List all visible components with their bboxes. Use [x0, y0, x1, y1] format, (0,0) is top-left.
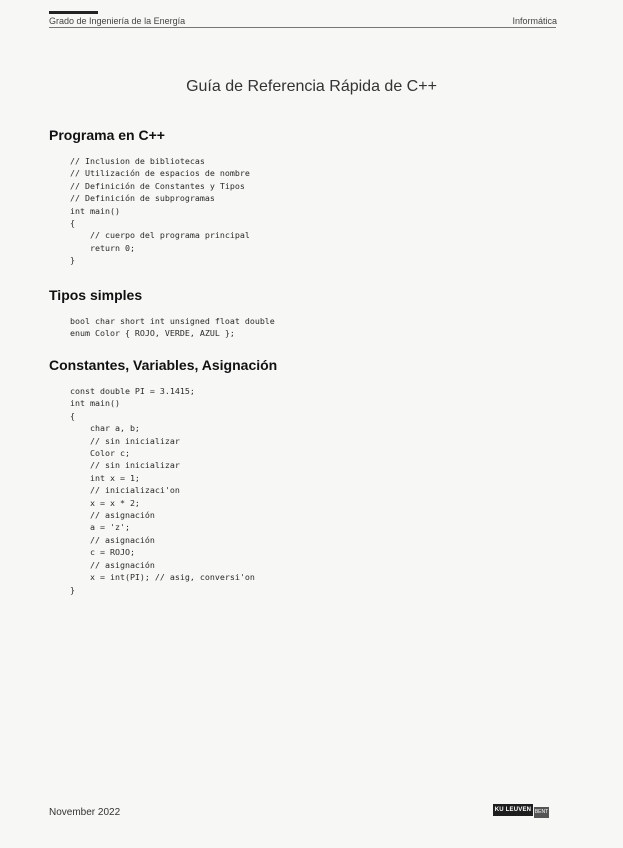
- section-heading-constantes: Constantes, Variables, Asignación: [49, 357, 278, 373]
- header-accent-rule: [49, 11, 98, 14]
- university-logo: [493, 804, 551, 818]
- section-heading-tipos: Tipos simples: [49, 287, 143, 303]
- code-block-programa: // Inclusion de bibliotecas // Utilización de espacios de nombre // Definición de Constantes y Tipos // Definición de subprogramas int main() { // cuerpo del programa principal return 0; }: [70, 156, 250, 266]
- logo-main-text: KU LEUVEN: [493, 804, 533, 816]
- code-block-tipos: bool char short int unsigned float double enum Color { ROJO, VERDE, AZUL };: [70, 316, 275, 339]
- code-block-constantes: const double PI = 3.1415; int main() { char a, b; // sin inicializar Color c; // sin inicializar int x = 1; // inicializaci'on x = x * 2; // asignación a = 'z'; // asignación c = ROJO; // asignación x = int(PI); // asig, conversi'on }: [70, 386, 255, 595]
- header-course: Grado de Ingeniería de la Energía: [49, 16, 186, 26]
- footer-date: November 2022: [49, 807, 121, 818]
- header-subject: Informática: [512, 16, 557, 26]
- logo-sub-text: BENT: [534, 807, 549, 818]
- header-rule: [49, 27, 556, 28]
- section-heading-programa: Programa en C++: [49, 127, 165, 143]
- page-title: Guía de Referencia Rápida de C++: [186, 78, 437, 95]
